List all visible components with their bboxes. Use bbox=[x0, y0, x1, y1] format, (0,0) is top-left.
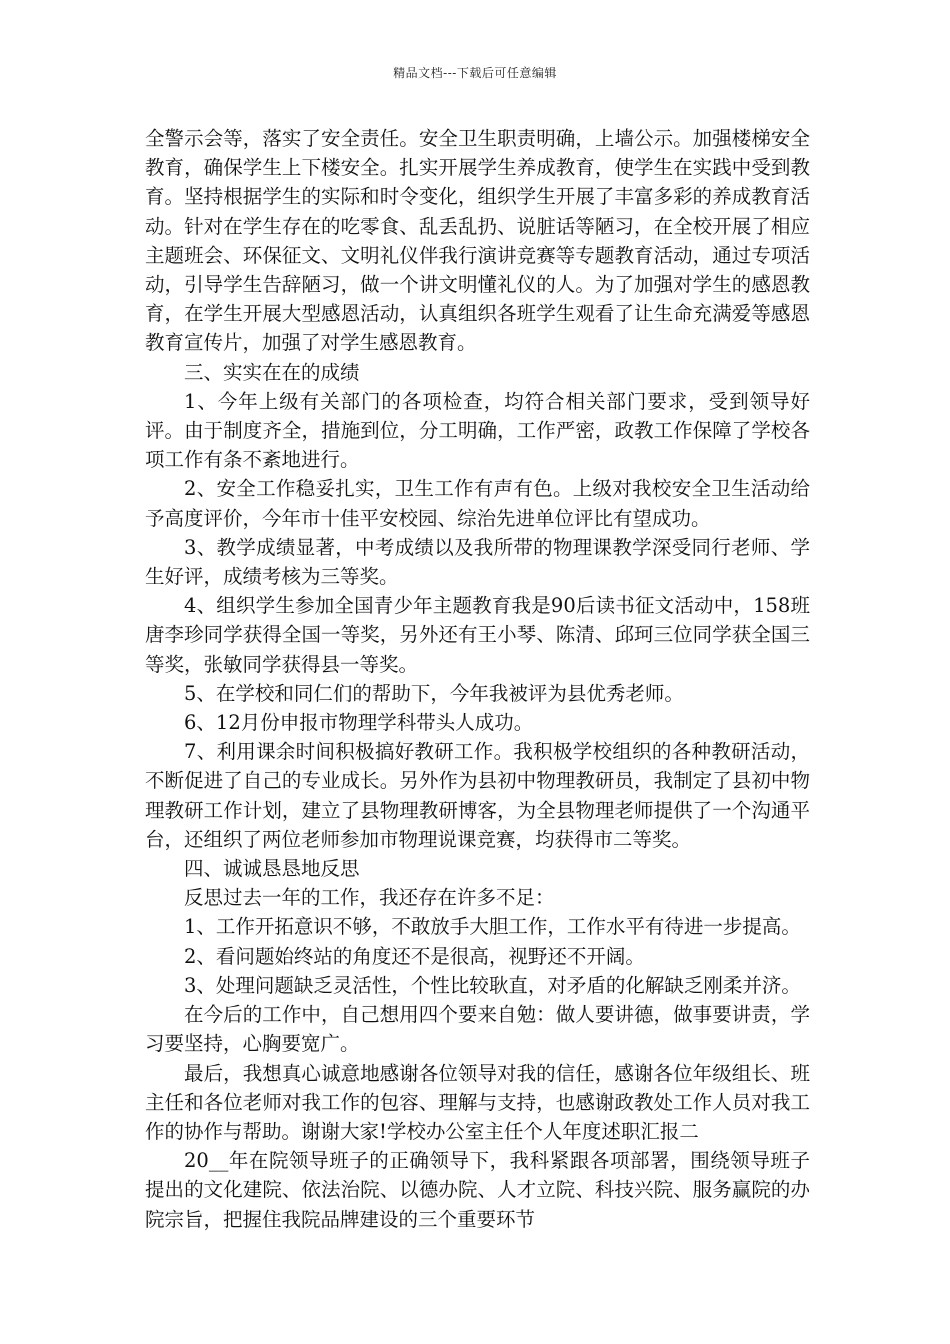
paragraph: 2、看问题始终站的角度还不是很高，视野还不开阔。 bbox=[184, 944, 645, 968]
paragraph: 6、12月份申报市物理学科带头人成功。 bbox=[184, 711, 534, 735]
paragraph: 5、在学校和同仁们的帮助下，今年我被评为县优秀老师。 bbox=[184, 681, 684, 705]
paragraph: 全警示会等，落实了安全责任。安全卫生职责明确，上墙公示。加强楼梯安全教育，确保学生上下楼安全。扎实开展学生养成教育，使学生在实践中受到教育。坚持根据学生的实际和时令变化，组织学生开展了丰富多彩的养成教育活动。针对在学生存在的吃零食、乱丢乱扔、说脏话等陋习，在全校开展了相应主题班会、环保征文、文明礼仪伴我行演讲竞赛等专题教育活动，通过专项活动，引导学生告辞陋习，做一个讲文明懂礼仪的人。为了加强对学生的感恩教育，在学生开展大型感恩活动，认真组织各班学生观看了让生命充满爱等感恩教育宣传片，加强了对学生感恩教育。 bbox=[145, 127, 810, 355]
paragraph: 反思过去一年的工作，我还存在许多不足： bbox=[184, 886, 555, 910]
document-body bbox=[145, 124, 810, 1234]
section-heading: 三、实实在在的成绩 bbox=[184, 360, 360, 384]
paragraph: 7、利用课余时间积极搞好教研工作。我积极学校组织的各种教研活动，不断促进了自己的专业成长。另外作为县初中物理教研员，我制定了县初中物理教研工作计划，建立了县物理教研博客，为全县物理老师提供了一个沟通平台，还组织了两位老师参加市物理说课竞赛，均获得市二等奖。 bbox=[145, 740, 810, 851]
paragraph: 最后，我想真心诚意地感谢各位领导对我的信任，感谢各位年级组长、班主任和各位老师对我工作的包容、理解与支持，也感谢政教处工作人员对我工作的协作与帮助。谢谢大家!学校办公室主任个人年度述职汇报二 bbox=[145, 1061, 810, 1143]
section-heading: 四、诚诚恳恳地反思 bbox=[184, 857, 360, 881]
paragraph: 在今后的工作中，自己想用四个要来自勉：做人要讲德，做事要讲责，学习要坚持，心胸要宽广。 bbox=[145, 1003, 810, 1056]
paragraph: 2、安全工作稳妥扎实，卫生工作有声有色。上级对我校安全卫生活动给予高度评价，今年市十佳平安校园、综治先进单位评比有望成功。 bbox=[145, 477, 810, 530]
paragraph: 20__年在院领导班子的正确领导下，我科紧跟各项部署，围绕领导班子提出的文化建院、依法治院、以德办院、人才立院、科技兴院、服务赢院的办院宗旨，把握住我院品牌建设的三个重要环节 bbox=[145, 1149, 810, 1231]
paragraph: 3、教学成绩显著，中考成绩以及我所带的物理课教学深受同行老师、学生好评，成绩考核为三等奖。 bbox=[145, 535, 810, 589]
paragraph: 4、组织学生参加全国青少年主题教育我是90后读书征文活动中，158班唐李珍同学获得全国一等奖，另外还有王小琴、陈清、邱珂三位同学获全国三等奖，张敏同学获得县一等奖。 bbox=[145, 594, 810, 676]
paragraph: 1、工作开拓意识不够，不敢放手大胆工作，工作水平有待进一步提高。 bbox=[184, 915, 801, 939]
paragraph: 3、处理问题缺乏灵活性，个性比较耿直，对矛盾的化解缺乏刚柔并济。 bbox=[184, 973, 801, 997]
page-header: 精品文档---下载后可任意编辑 bbox=[393, 66, 557, 80]
paragraph: 1、今年上级有关部门的各项检查，均符合相关部门要求，受到领导好评。由于制度齐全，措施到位，分工明确，工作严密，政教工作保障了学校各项工作有条不紊地进行。 bbox=[145, 389, 810, 472]
